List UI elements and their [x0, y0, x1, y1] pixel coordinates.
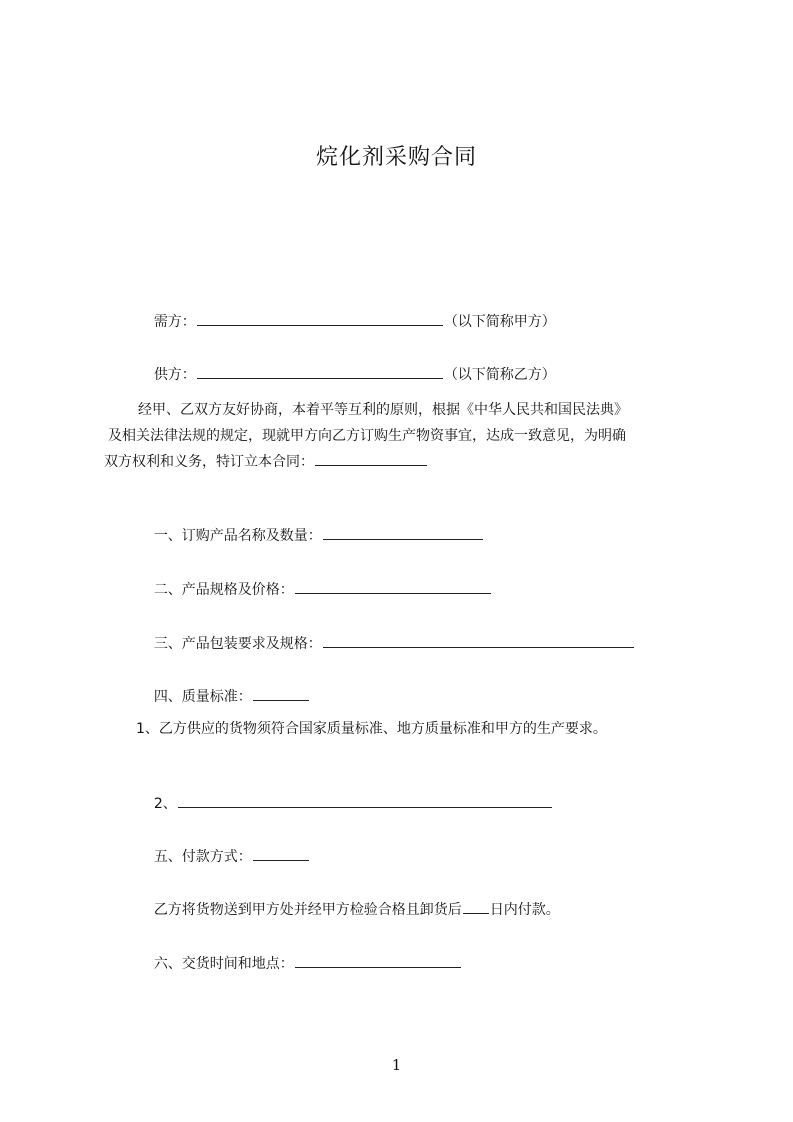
quality-item-2-label: 2、 [153, 796, 177, 812]
section-5-line [136, 826, 310, 887]
section-6-blank[interactable] [295, 953, 461, 968]
section-3-heading: 三、产品包装要求及规格： [153, 636, 322, 652]
section-5-blank[interactable] [253, 846, 309, 861]
quality-item-1: 1、乙方供应的货物须符合国家质量标准、地方质量标准和甲方的生产要求。 [136, 721, 607, 737]
section-5-heading: 五、付款方式： [153, 849, 252, 865]
section-2-heading: 二、产品规格及价格： [153, 582, 294, 598]
buyer-blank[interactable] [197, 311, 443, 326]
buyer-line [136, 291, 556, 352]
section-2-line [136, 559, 492, 620]
section-3-blank[interactable] [323, 633, 634, 648]
section-6-line [136, 933, 462, 994]
intro-line-3: 双方权利和义务，特订立本合同： [104, 454, 314, 470]
section-2-blank[interactable] [295, 579, 491, 594]
contract-title: 烷化剂采购合同 [315, 145, 477, 170]
seller-label: 供方： [153, 367, 196, 383]
intro-blank[interactable] [315, 451, 427, 466]
section-4-blank[interactable] [253, 686, 309, 701]
intro-line-1: 经甲、乙双方友好协商，本着平等互利的原则，根据《中华人民共和国民法典》 [138, 402, 628, 418]
section-1-line [136, 505, 484, 566]
section-6-heading: 六、交货时间和地点： [153, 956, 294, 972]
seller-blank[interactable] [197, 364, 443, 379]
section-4-heading: 四、质量标准： [153, 689, 252, 705]
payment-text-after: 日内付款。 [489, 902, 560, 918]
quality-item-2-blank[interactable] [178, 793, 552, 808]
seller-suffix: （以下简称乙方） [443, 367, 556, 383]
seller-line [136, 344, 556, 405]
payment-line [136, 879, 560, 940]
intro-paragraph [104, 397, 700, 475]
section-1-blank[interactable] [323, 525, 483, 540]
section-3-line [136, 613, 635, 674]
section-4-line [136, 666, 310, 727]
quality-item-2-line [136, 773, 553, 834]
intro-line-2: 及相关法律法规的规定，现就甲方向乙方订购生产物资事宜，达成一致意见，为明确 [108, 428, 626, 444]
intro-line-3-wrap [104, 449, 700, 475]
section-1-heading: 一、订购产品名称及数量： [153, 528, 322, 544]
payment-text-before: 乙方将货物送到甲方处并经甲方检验合格且卸货后 [153, 902, 462, 918]
page-number: 1 [391, 1056, 402, 1074]
buyer-label: 需方： [153, 314, 196, 330]
buyer-suffix: （以下简称甲方） [443, 314, 556, 330]
payment-days-blank[interactable] [463, 899, 489, 914]
